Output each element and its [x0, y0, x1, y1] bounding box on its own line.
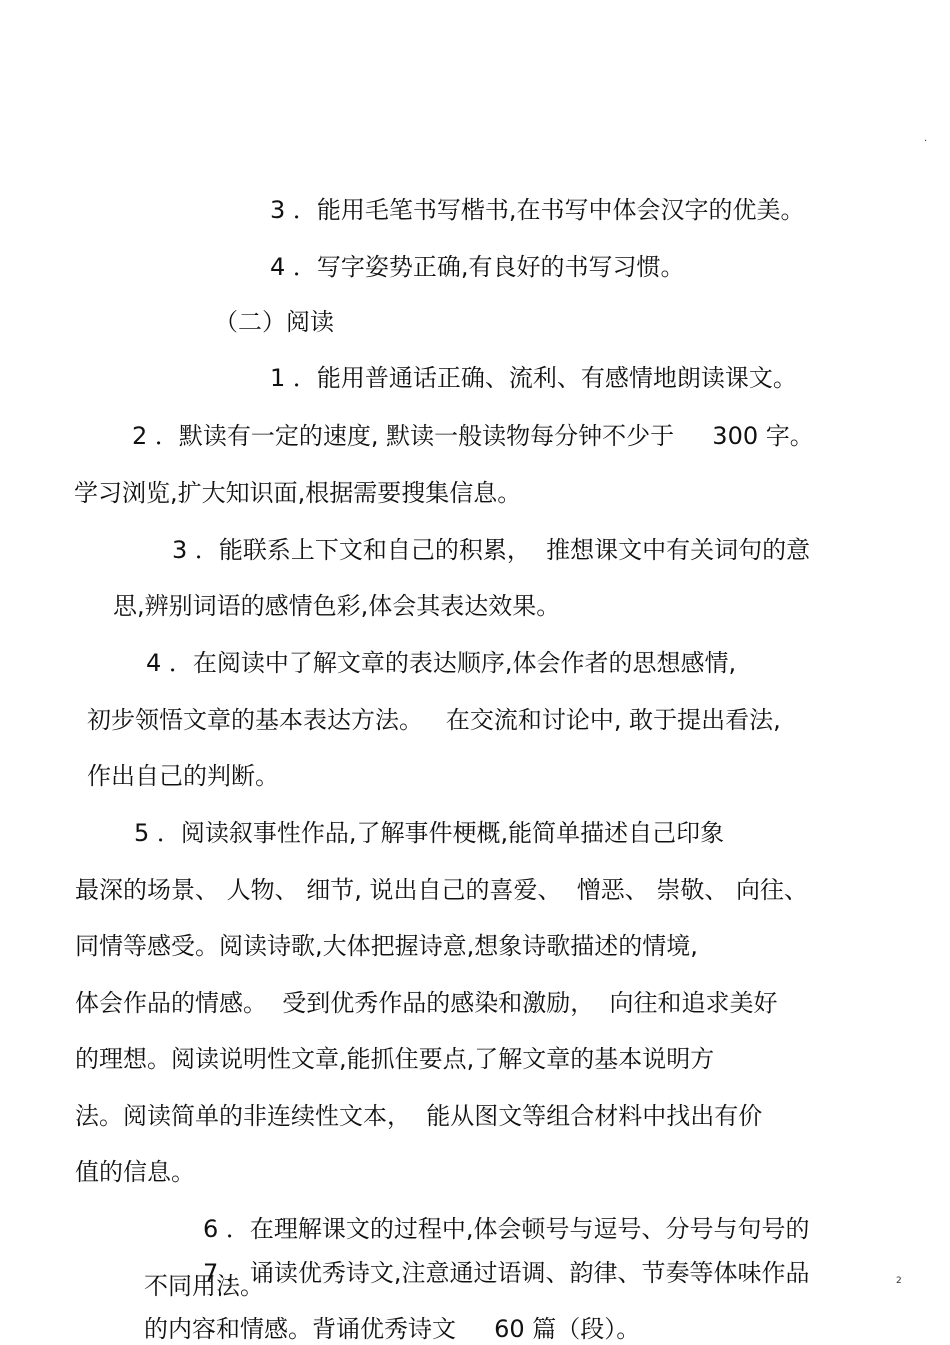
text-line-17: 法。阅读简单的非连续性文本， 能从图文等组合材料中找出有价 — [75, 1102, 763, 1130]
text-line-15: 体会作品的情感。 受到优秀作品的感染和激励， 向往和追求美好 — [75, 989, 778, 1017]
text-line-9: 4 ．在阅读中了解文章的表达顺序,体会作者的思想感情, — [146, 649, 737, 677]
text-line-14: 同情等感受。阅读诗歌,大体把握诗意,想象诗歌描述的情境, — [75, 932, 698, 960]
text-line-10: 初步领悟文章的基本表达方法。 在交流和讨论中, 敢于提出看法, — [87, 706, 781, 734]
text-line-6: 学习浏览,扩大知识面,根据需要搜集信息。 — [74, 479, 522, 507]
text-line-5: 2 ．默读有一定的速度, 默读一般读物每分钟不少于 300 字。 — [132, 422, 814, 450]
text-line-1: 3 ．能用毛笔书写楷书,在书写中体会汉字的优美。 — [270, 196, 805, 224]
text-line-20: 不同用法。 — [144, 1272, 264, 1300]
page-number: 2 — [896, 1276, 902, 1286]
text-line-7: 3 ．能联系上下文和自己的积累， 推想课文中有关词句的意 — [172, 536, 811, 564]
text-line-21: 7 ．诵读优秀诗文,注意通过语调、韵律、节奏等体味作品 — [203, 1259, 810, 1287]
text-line-2: 4 ．写字姿势正确,有良好的书写习惯。 — [270, 253, 685, 281]
text-line-22: 的内容和情感。背诵优秀诗文 60 篇（段）。 — [144, 1315, 641, 1343]
text-line-19: 6 ．在理解课文的过程中,体会顿号与逗号、分号与句号的 — [203, 1215, 810, 1243]
text-line-16: 的理想。阅读说明性文章,能抓住要点,了解文章的基本说明方 — [75, 1045, 715, 1073]
section-heading-reading: （二）阅读 — [214, 308, 334, 336]
header-mark: . — [924, 133, 928, 144]
text-line-18: 值的信息。 — [75, 1158, 195, 1186]
text-line-12: 5 ．阅读叙事性作品,了解事件梗概,能简单描述自己印象 — [134, 819, 725, 847]
text-line-8: 思,辨别词语的感情色彩,体会其表达效果。 — [113, 592, 561, 620]
text-line-4: 1 ．能用普通话正确、流利、有感情地朗读课文。 — [270, 364, 797, 392]
text-line-11: 作出自己的判断。 — [87, 762, 279, 790]
text-line-13: 最深的场景、 人物、 细节, 说出自己的喜爱、 憎恶、 崇敬、 向往、 — [75, 876, 809, 904]
